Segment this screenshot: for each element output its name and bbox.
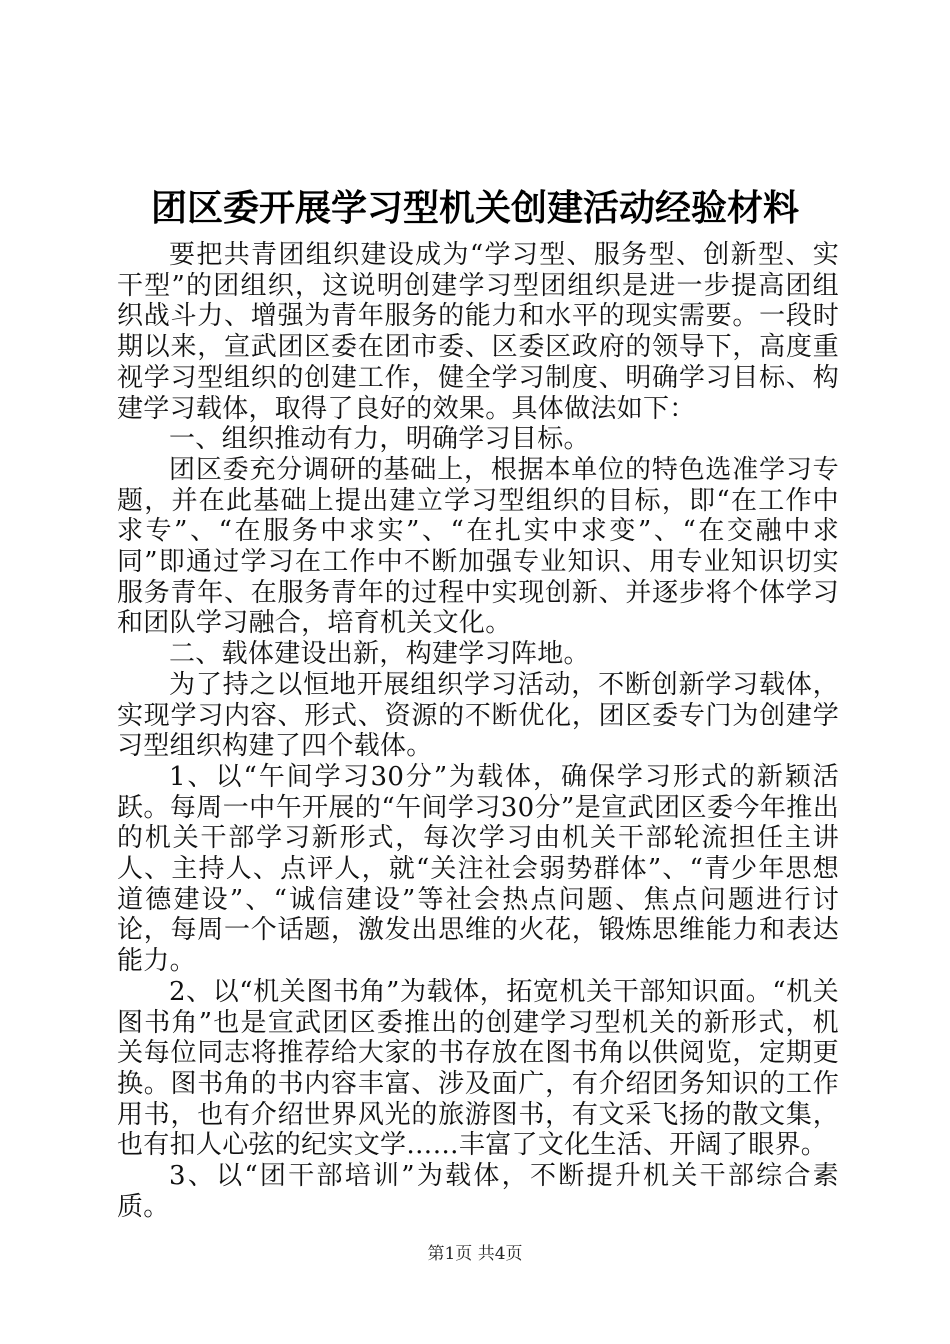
section-heading-1: 一、组织推动有力，明确学习目标。 xyxy=(169,424,590,455)
paragraph-item-2: 2、以“机关图书角”为载体，拓宽机关干部知识面。“机关图书角”也是宣武团区委推出的创建学习型机关的新形式，机关每位同志将推荐给大家的书存放在图书角以供阅览，定期更换。图书角的书内容丰富、涉及面广，有介绍团务知识的工作用书，也有介绍世界风光的旅游图书，有文采飞扬的散文集，也有扣人心弦的纪实文学……丰富了文化生活、开阔了眼界。 xyxy=(117,976,839,1161)
paragraph-section-1: 团区委充分调研的基础上，根据本单位的特色选准学习专题，并在此基础上提出建立学习型组织的目标，即“在工作中求专”、“在服务中求实”、“在扎实中求变”、“在交融中求同”即通过学习在工作中不断加强专业知识、用专业知识切实服务青年、在服务青年的过程中实现创新、并逐步将个体学习和团队学习融合，培育机关文化。 xyxy=(117,454,839,639)
paragraph-section-2: 为了持之以恒地开展组织学习活动，不断创新学习载体，实现学习内容、形式、资源的不断优化，团区委专门为创建学习型组织构建了四个载体。 xyxy=(117,669,839,762)
paragraph-item-1: 1、以“午间学习30分”为载体，确保学习形式的新颖活跃。每周一中午开展的“午间学习30分”是宣武团区委今年推出的机关干部学习新形式，每次学习由机关干部轮流担任主讲人、主持人、点评人，就“关注社会弱势群体”、“青少年思想道德建设”、“诚信建设”等社会热点问题、焦点问题进行讨论，每周一个话题，激发出思维的火花，锻炼思维能力和表达能力。 xyxy=(117,761,839,977)
paragraph-intro: 要把共青团组织建设成为“学习型、服务型、创新型、实干型”的团组织，这说明创建学习型团组织是进一步提高团组织战斗力、增强为青年服务的能力和水平的现实需要。一段时期以来，宣武团区委在团市委、区委区政府的领导下，高度重视学习型组织的创建工作，健全学习制度、明确学习目标、构建学习载体，取得了良好的效果。具体做法如下： xyxy=(117,240,839,424)
paragraph-item-3: 3、以“团干部培训”为载体，不断提升机关干部综合素质。 xyxy=(117,1161,839,1222)
section-heading-2: 二、载体建设出新，构建学习阵地。 xyxy=(169,639,590,670)
document-title: 团区委开展学习型机关创建活动经验材料 xyxy=(150,188,799,229)
document-body xyxy=(117,240,839,1223)
page-number-footer: 第1页 共4页 xyxy=(427,1244,523,1264)
